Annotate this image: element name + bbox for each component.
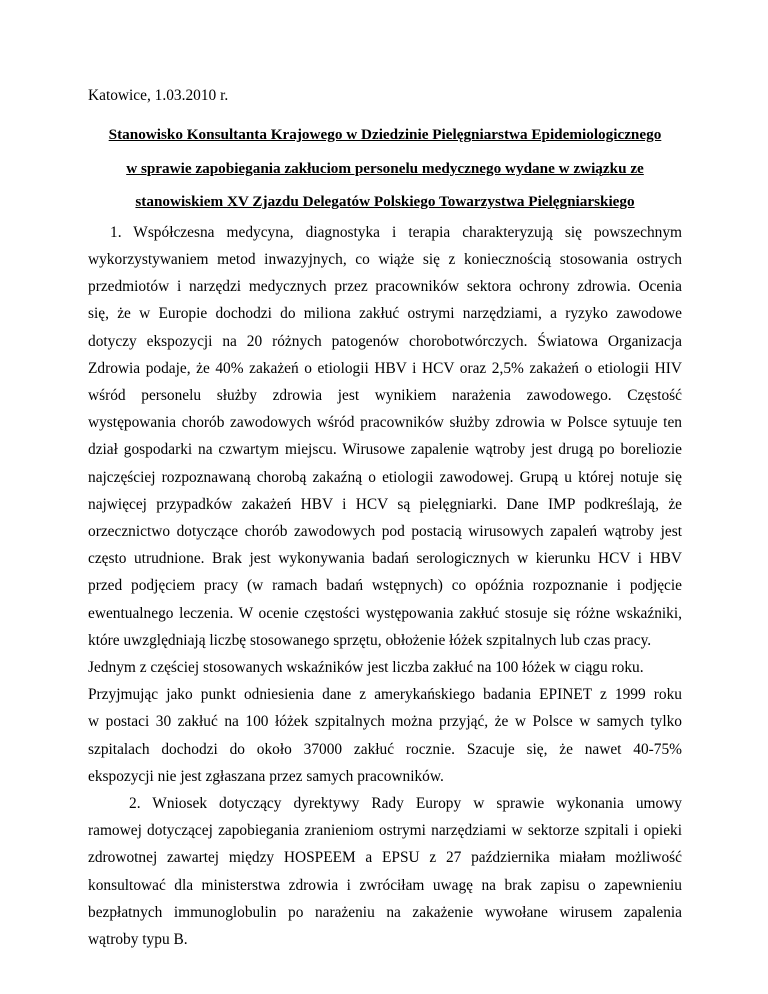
text-line: 2. Wniosek dotyczący dyrektywy Rady Europy w sprawie wykonania umowy [129, 794, 682, 812]
text-line: najczęściej rozpoznawaną chorobą zakaźną o etiologii zawodowej. Grupą u której notuje się [88, 468, 682, 486]
paragraph-2 [88, 790, 682, 953]
title-line: w sprawie zapobiegania zakłuciom personelu medycznego wydane w związku ze [126, 159, 644, 177]
text-line: 1. Współczesna medycyna, diagnostyka i terapia charakteryzują się powszechnym [110, 223, 682, 241]
document-page [88, 82, 682, 953]
text-line: dział gospodarki na czwartym miejscu. Wirusowe zapalenie wątroby jest drugą po boreliozie [88, 441, 682, 459]
text-line: konsultować dla ministerstwa zdrowia i zwróciłam uwagę na brak zapisu o zapewnieniu [88, 876, 682, 894]
text-line: orzecznictwo dotyczące chorób zawodowych pod postacią wirusowych zapaleń wątroby jest [88, 522, 682, 540]
text-line: ewentualnego leczenia. W ocenie częstości występowania zakłuć stosuje się różne wskaźniki, [88, 604, 682, 622]
text-line: się, że w Europie dochodzi do miliona zakłuć ostrymi narzędziami, a ryzyko zawodowe [88, 305, 682, 323]
text-line: wątroby typu B. [88, 930, 188, 948]
text-line: najwięcej przypadków zakażeń HBV i HCV są pielęgniarki. Dane IMP podkreślają, że [88, 495, 682, 513]
text-line: przed podjęciem pracy (w ramach badań wstępnych) co opóźnia rozpoznanie i podjęcie [88, 577, 682, 595]
text-line: które uwzględniają liczbę stosowanego sprzętu, obłożenie łóżek szpitalnych lub czas pracy. [88, 631, 652, 649]
title-line: Stanowisko Konsultanta Krajowego w Dziedzinie Pielęgniarstwa Epidemiologicznego [108, 126, 662, 144]
text-line: wykorzystywaniem metod inwazyjnych, co wiąże się z koniecznością stosowania ostrych [88, 250, 682, 268]
date-line: Katowice, 1.03.2010 r. [88, 87, 229, 104]
text-line: przedmiotów i narzędzi medycznych przez pracowników sektora ochrony zdrowia. Ocenia [88, 278, 682, 296]
text-line: często utrudnione. Brak jest wykonywania badań serologicznych w kierunku HCV i HBV [88, 550, 682, 568]
paragraph-1 [88, 219, 682, 790]
text-line: wśród personelu służby zdrowia jest wynikiem narażenia zawodowego. Częstość [88, 386, 682, 404]
text-line: dotyczy ekspozycji na 20 różnych patogenów chorobotwórczych. Światowa Organizacja [88, 332, 682, 350]
text-line: zdrowotnej zawartej między HOSPEEM a EPSU z 27 października miałam możliwość [88, 849, 682, 867]
text-line: ekspozycji nie jest zgłaszana przez samych pracowników. [88, 767, 444, 785]
text-line: ramowej dotyczącej zapobiegania zranieniom ostrymi narzędziami w sektorze szpitali i opieki [88, 822, 682, 840]
text-line: Jednym z częściej stosowanych wskaźników jest liczba zakłuć na 100 łóżek w ciągu roku. [88, 658, 644, 676]
document-title [88, 118, 682, 219]
text-line: szpitalach dochodzi do około 37000 zakłuć rocznie. Szacuje się, że nawet 40-75% [88, 740, 682, 758]
text-line: występowania chorób zawodowych wśród pracowników służby zdrowia w Polsce sytuuje ten [88, 414, 682, 432]
text-line: w postaci 30 zakłuć na 100 łóżek szpitalnych można przyjąć, że w Polsce w samych tylko [88, 713, 682, 731]
text-line: Zdrowia podaje, że 40% zakażeń o etiologii HBV i HCV oraz 2,5% zakażeń o etiologii HIV [88, 359, 682, 377]
text-line: bezpłatnych immunoglobulin po narażeniu na zakażenie wywołane wirusem zapalenia [88, 903, 682, 921]
text-line: Przyjmując jako punkt odniesienia dane z amerykańskiego badania EPINET z 1999 roku [88, 686, 682, 704]
title-line: stanowiskiem XV Zjazdu Delegatów Polskiego Towarzystwa Pielęgniarskiego [135, 193, 635, 211]
